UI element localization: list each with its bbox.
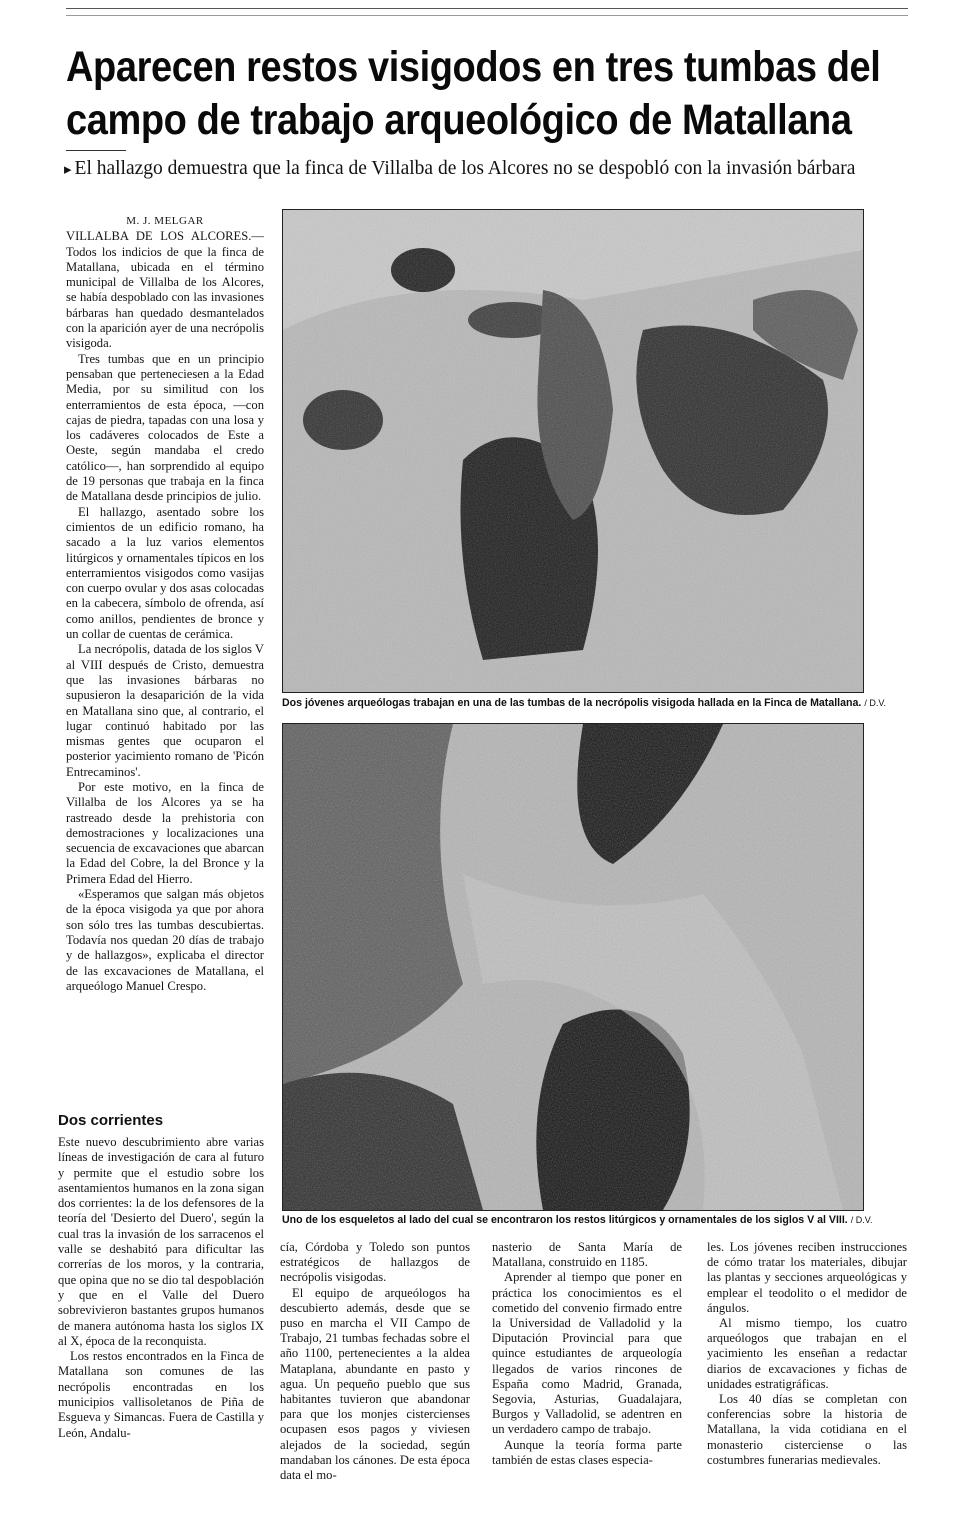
paragraph: les. Los jóvenes reciben instrucciones de cómo tratar los materiales, dibujar las plantas y secciones arqueológicas y emplear el teodolito o el medidor de ángulos.: [707, 1240, 907, 1315]
paragraph: «Esperamos que salgan más objetos de la época visigoda ya que por ahora son sólo tres las tumbas descubiertas. Todavía nos quedan 20 días de trabajo y de hallazgos», explicaba el director de las excavaciones de Matallana, el arqueólogo Manuel Crespo.: [66, 887, 264, 993]
paragraph: Los restos encontrados en la Finca de Matallana son comunes de las necrópolis encontradas en los municipios vallisoletanos de Piña de Esgueva y Simancas. Fuera de Castilla y León, Andalu-: [58, 1349, 264, 1440]
article-column-2: [280, 1240, 470, 1483]
paragraph: El equipo de arqueólogos ha descubierto además, desde que se puso en marcha el VII Campo de Trabajo, 21 tumbas fechadas sobre el año 1100, pertenecientes a la aldea Mataplana, abundante en pasto y agua. Un pequeño pueblo que sus habitantes tuvieron que abandonar para que los monjes cistercienses ocupasen esos pagos y viviesen alejados de la sociedad, según mandaban los cánones. De esta época data el mo-: [280, 1285, 470, 1483]
photo-caption-2: [282, 1214, 872, 1227]
paragraph: Aprender al tiempo que poner en práctica los conocimientos es el cometido del convenio firmado entre la Universidad de Valladolid y la Diputación Provincial para que quince estudiantes de arqueología llegados de varios rincones de España como Madrid, Granada, Segovia, Asturias, Guadalajara, Burgos y Valladolid, se adentren en un verdadero campo de trabajo.: [492, 1270, 682, 1437]
subtitle: [64, 156, 944, 182]
paragraph: Aunque la teoría forma parte también de estas clases especia-: [492, 1437, 682, 1467]
article-column-3: [492, 1240, 682, 1468]
photo-skeleton: [282, 723, 864, 1211]
paragraph: Los 40 días se completan con conferencias sobre la historia de Matallana, la vida cotidiana en el monasterio cisterciense o las costumbres funerarias medievales.: [707, 1392, 907, 1467]
paragraph: VILLALBA DE LOS ALCORES.— Todos los indicios de que la finca de Matallana, ubicada en el término municipal de Villalba de los Alcores, se había despoblado con las invasiones bárbaras han quedado desmantelados con la aparición ayer de una necrópolis visigoda.: [66, 229, 264, 351]
headline-line-2: campo de trabajo arqueológico de Matallana: [66, 96, 852, 144]
article-column-4: [707, 1240, 907, 1468]
paragraph: cía, Córdoba y Toledo son puntos estratégicos de hallazgos de necrópolis visigodas.: [280, 1240, 470, 1285]
photo-caption-1: [282, 697, 886, 710]
caption-text: Uno de los esqueletos al lado del cual se encontraron los restos litúrgicos y ornamentales de los siglos V al VIII.: [282, 1214, 848, 1226]
section-heading: Dos corrientes: [58, 1112, 164, 1129]
photo-credit: / D.V.: [850, 1215, 873, 1225]
paragraph: nasterio de Santa María de Matallana, construido en 1185.: [492, 1240, 682, 1270]
triangle-bullet-icon: ▸: [64, 160, 72, 178]
paragraph: El hallazgo, asentado sobre los cimientos de un edificio romano, ha sacado a la luz varios elementos litúrgicos y ornamentales típicos en los enterramientos visigodos como vasijas con cuerpo ovular y dos asas colocadas en la cabecera, símbolo de ofrenda, así como anillos, pendientes de bronce y un collar de cuentas de cerámica.: [66, 504, 264, 642]
headline-line-1: Aparecen restos visigodos en tres tumbas del: [66, 44, 881, 92]
headline: [66, 42, 916, 147]
photo-archaeologists: [282, 209, 864, 693]
paragraph: Este nuevo descubrimiento abre varias líneas de investigación de cara al futuro y permite que el estudio sobre los asentamientos humanos en la zona sigan dos corrientes: la de los defensores de la teoría del 'Desierto del Duero', según la cual tras la invasión de los sarracenos el valle se deshabitó para dificultar las correrías de los moros, y la contraria, que opina que no se dio tal despoblación y que en el Valle del Duero sobrevivieron bastantes grupos humanos de manera autónoma hasta los siglos IX al X, época de la reconquista.: [58, 1135, 264, 1348]
article-column-1: [66, 214, 264, 994]
subtitle-text: El hallazgo demuestra que la finca de Villalba de los Alcores no se despobló con la invasión bárbara: [74, 158, 856, 179]
top-rule: [66, 8, 908, 16]
paragraph: Por este motivo, en la finca de Villalba de los Alcores ya se ha rastreado desde la prehistoria con demostraciones y localizaciones una secuencia de excavaciones que abarcan la Edad del Cobre, la del Bronce y la Primera Edad del Hierro.: [66, 779, 264, 886]
paragraph: La necrópolis, datada de los siglos V al VIII después de Cristo, demuestra que las invasiones bárbaras no supusieron la desaparición de la vida en Matallana sino que, al contrario, el lugar continuó habitado por las mismas gentes que ocuparon el posterior yacimiento romano de 'Picón Entrecaminos'.: [66, 642, 264, 779]
article-column-1-lower: [58, 1135, 264, 1441]
byline: M. J. MELGAR: [126, 215, 204, 227]
subtitle-rule: [66, 150, 126, 151]
paragraph: Tres tumbas que en un principio pensaban que perteneciesen a la Edad Media, por su similitud con los enterramientos de esta época, —con cajas de piedra, tapadas con una losa y los cadáveres colocados de Este a Oeste, según mandaba el credo católico—, han sorprendido al equipo de 19 personas que trabaja en la finca de Matallana desde principios de julio.: [66, 351, 264, 504]
photo-credit: / D.V.: [864, 698, 886, 708]
caption-text: Dos jóvenes arqueólogas trabajan en una de las tumbas de la necrópolis visigoda hallada en la Finca de Matallana.: [282, 697, 862, 709]
paragraph: Al mismo tiempo, los cuatro arqueólogos que trabajan en el yacimiento les enseñan a redactar diarios de excavaciones y fichas de unidades estratigráficas.: [707, 1316, 907, 1391]
